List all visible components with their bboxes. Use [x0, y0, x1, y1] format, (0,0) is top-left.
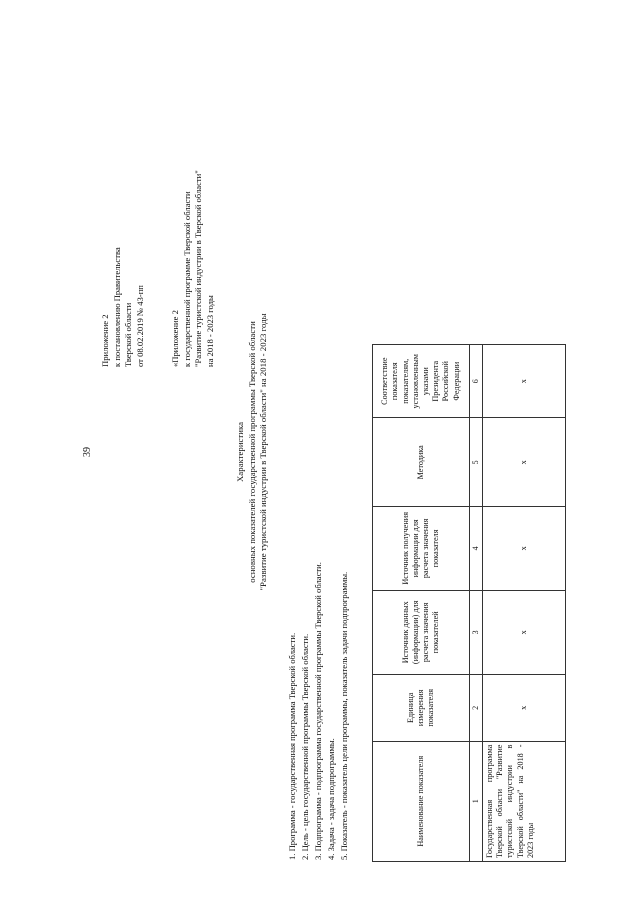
annex-line: от 08.02.2019 № 43-пп: [134, 285, 145, 367]
column-number: 5: [470, 418, 483, 507]
annex-line: Тверской области: [123, 302, 134, 367]
annex-line: на 2018 - 2023 годы: [204, 295, 215, 367]
annex-line: «Приложение 2: [170, 310, 180, 367]
title-line: Характеристика: [235, 421, 245, 483]
title-line: основных показателей государственной программы Тверской области: [246, 321, 257, 583]
column-number: 6: [470, 345, 483, 418]
annex-line: к постановлению Правительства: [111, 247, 122, 367]
row-method: x: [483, 418, 566, 507]
row-compliance: x: [483, 345, 566, 418]
header-data-source: Источник данных (информации) для расчета значения показателей: [373, 590, 470, 675]
column-number: 3: [470, 590, 483, 675]
table-row: [483, 345, 566, 862]
header-method: Методика: [373, 418, 470, 507]
definition-item: 4. Задача - задача подпрограммы.: [326, 738, 336, 860]
annex-line: "Развитие туристской индустрии в Тверской области": [193, 170, 204, 367]
row-unit: x: [483, 675, 566, 741]
definition-item: 1. Программа - государственная программа Тверской области.: [287, 632, 297, 860]
page-number: 39: [82, 447, 93, 457]
definition-item: 5. Показатель - показатель цели программы, показатель задачи подпрограммы.: [339, 571, 349, 860]
annex-line: к государственной программе Тверской области: [181, 191, 192, 367]
header-compliance: Соответствие показателя показателям, установленным указами Президента Российской Федерации: [373, 345, 470, 418]
table-header-row: [373, 345, 470, 862]
header-unit: Единица измерения показателя: [373, 675, 470, 741]
annex-line: Приложение 2: [100, 314, 110, 367]
column-number: 4: [470, 507, 483, 590]
title-line: "Развитие туристской индустрии в Тверской области" на 2018 - 2023 годы: [258, 313, 269, 591]
definitions-list: [286, 562, 351, 860]
indicators-table: [372, 344, 566, 862]
row-program-name: Государственная программа Тверской области "Развитие туристской индустрии в Тверской области" на 2018 - 2023 годы: [483, 741, 566, 861]
row-data-source: x: [483, 590, 566, 675]
column-number: 2: [470, 675, 483, 741]
row-info-source: x: [483, 507, 566, 590]
column-number: 1: [470, 741, 483, 861]
annex-to-resolution: [100, 247, 146, 367]
header-info-source: Источник получения информации для расчета значения показателя: [373, 507, 470, 590]
table-column-numbers: [470, 345, 483, 862]
header-indicator-name: Наименование показателя: [373, 741, 470, 861]
definition-item: 2. Цель - цель государственной программы Тверской области.: [300, 633, 310, 860]
definition-item: 3. Подпрограмма - подпрограмма государственной программы Тверской области.: [313, 562, 323, 860]
rotated-document-page: [20, 22, 620, 882]
document-title: [235, 22, 270, 882]
annex-to-program: [170, 170, 216, 367]
